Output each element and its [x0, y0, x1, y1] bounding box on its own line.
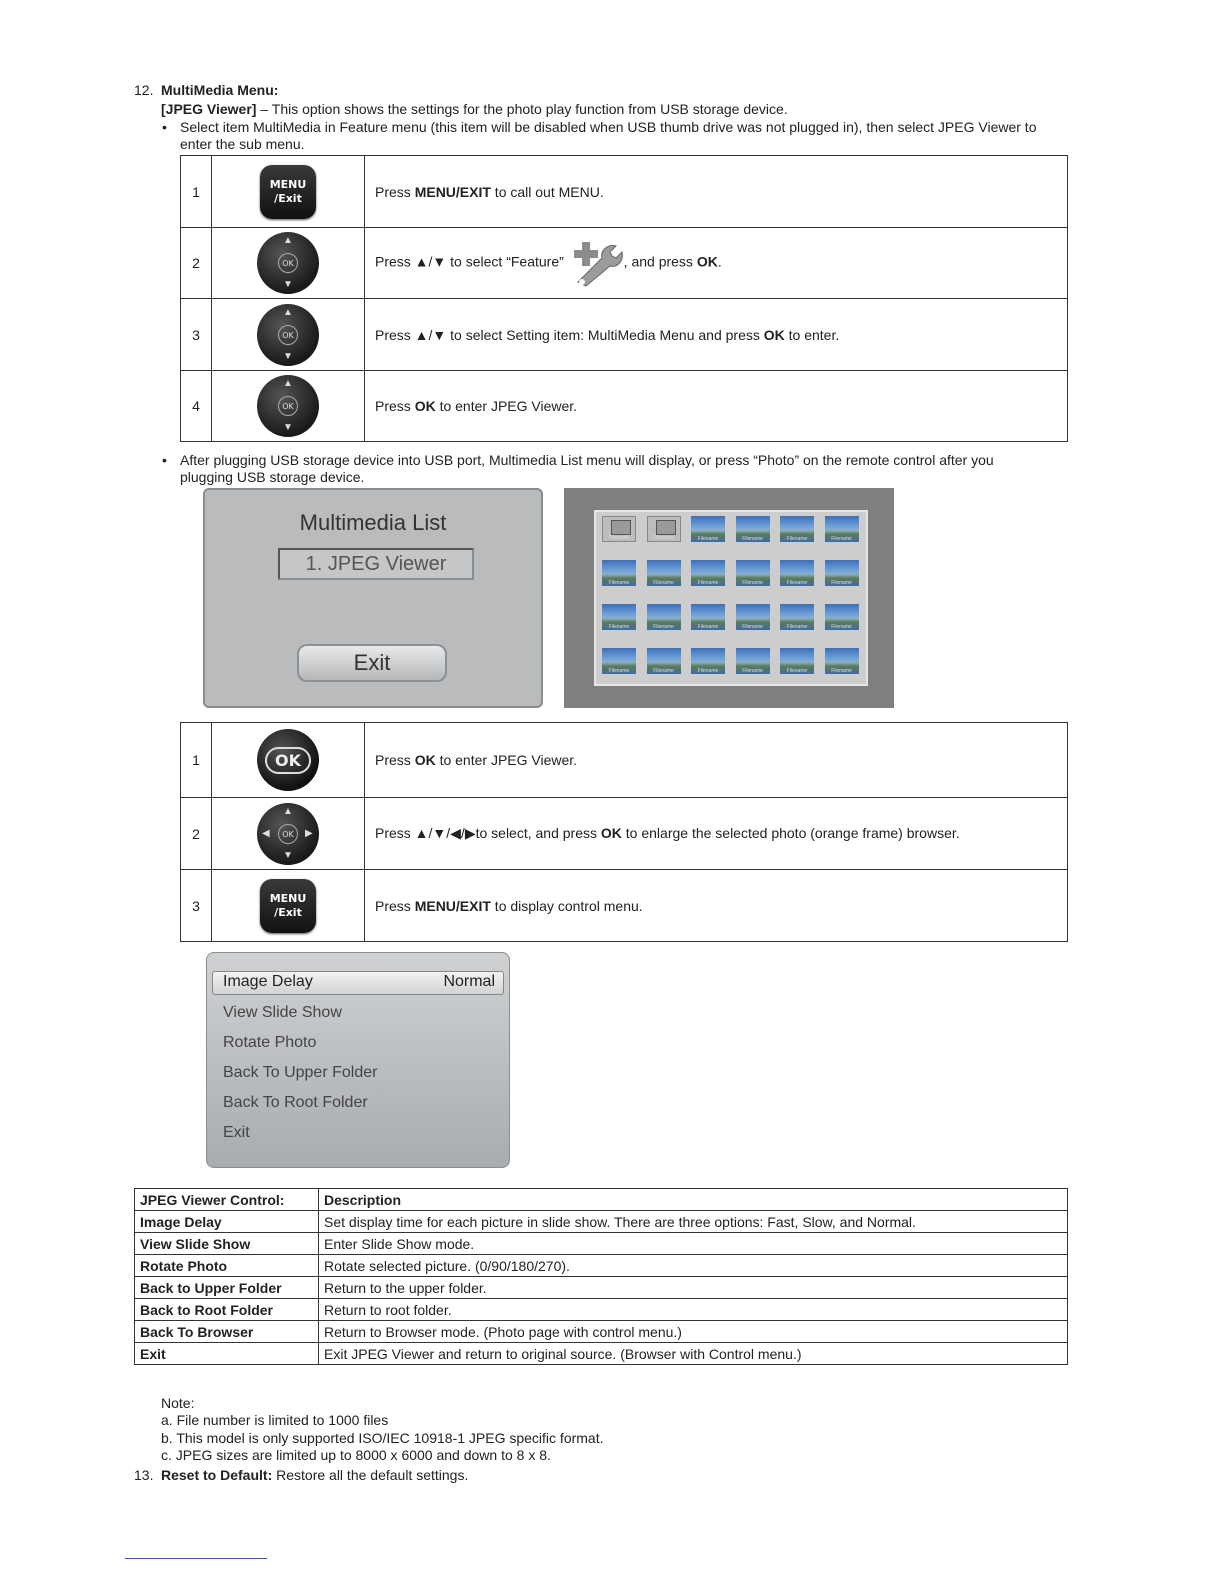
step-text-post: .: [717, 253, 722, 270]
photo-thumbnail[interactable]: [780, 648, 814, 674]
control-menu-item[interactable]: Back To Root Folder: [223, 1094, 368, 1111]
step-number: 1: [181, 156, 212, 228]
jpeg-viewer-item[interactable]: 1. JPEG Viewer: [278, 548, 474, 580]
step-number: 4: [181, 371, 212, 442]
photo-thumbnail[interactable]: [647, 604, 681, 630]
step-description: [365, 371, 1068, 442]
note-b: b. This model is only supported ISO/IEC 10918-1 JPEG specific format.: [161, 1430, 604, 1446]
down-arrow-icon: ▼: [283, 350, 293, 362]
table-header-row: [135, 1189, 1068, 1211]
photo-thumbnail[interactable]: [602, 604, 636, 630]
step-icon-cell: [212, 299, 365, 371]
photo-thumbnail[interactable]: [691, 516, 725, 542]
step-text-post: to enter JPEG Viewer.: [435, 398, 578, 414]
row-key: Back to Root Folder: [135, 1299, 319, 1321]
step-text-post: to call out MENU.: [490, 183, 604, 200]
ok-label: OK: [278, 325, 298, 345]
table-row: [135, 1343, 1068, 1365]
table-row: [135, 1211, 1068, 1233]
step-text-pre: Press ▲/▼ to select “Feature”: [375, 253, 564, 270]
thumbnail-filename: Filename: [786, 536, 808, 542]
row-desc: Rotate selected picture. (0/90/180/270).: [319, 1255, 1068, 1277]
thumbnail-filename: Filename: [697, 624, 719, 630]
thumbnail-filename: Filename: [831, 536, 852, 542]
left-arrow-icon: ◀: [262, 827, 270, 839]
jpeg-viewer-intro: [161, 101, 788, 118]
step-text-pre: Press: [375, 398, 415, 414]
photo-thumbnail[interactable]: [780, 516, 814, 542]
section-12-number: 12.: [134, 82, 154, 98]
image-delay-value: Normal: [443, 973, 495, 990]
section-13-number: 13.: [134, 1467, 154, 1483]
step-row: [181, 870, 1068, 942]
control-description-table: [134, 1188, 1068, 1365]
step-row: [181, 798, 1068, 870]
header-key: JPEG Viewer Control:: [135, 1189, 319, 1211]
ok-label: OK: [278, 396, 298, 416]
step-row: [181, 371, 1068, 442]
row-key: Image Delay: [135, 1211, 319, 1233]
step-text-post: to enlarge the selected photo (orange frame) browser.: [621, 825, 960, 841]
row-desc: Enter Slide Show mode.: [319, 1233, 1068, 1255]
row-desc: Return to the upper folder.: [319, 1277, 1068, 1299]
photo-thumbnail[interactable]: [736, 516, 770, 542]
step-description: [365, 723, 1068, 798]
photo-thumbnail[interactable]: [691, 648, 725, 674]
control-menu-item[interactable]: Rotate Photo: [223, 1034, 317, 1051]
photo-thumbnail[interactable]: [736, 648, 770, 674]
thumbnail-filename: Filename: [697, 580, 719, 586]
jpeg-viewer-desc: – This option shows the settings for the photo play function from USB storage device.: [256, 101, 788, 117]
down-arrow-icon: ▼: [283, 849, 293, 861]
note-c: c. JPEG sizes are limited up to 8000 x 6000 and down to 8 x 8.: [161, 1447, 551, 1463]
thumbnail-filename: Filename: [786, 580, 808, 586]
row-desc: Exit JPEG Viewer and return to original source. (Browser with Control menu.): [319, 1343, 1068, 1365]
step-text-bold: OK: [696, 253, 718, 270]
menu-label: MENU: [269, 891, 307, 905]
menu-exit-button-icon: [260, 165, 316, 219]
photo-thumbnail[interactable]: [736, 604, 770, 630]
thumbnail-grid: [594, 510, 868, 686]
steps-table-2: [180, 722, 1068, 942]
table-row: [135, 1233, 1068, 1255]
step-icon-cell: [212, 723, 365, 798]
step-description: [365, 299, 1068, 371]
step-text-post: to enter JPEG Viewer.: [435, 752, 578, 768]
step-icon-cell: [212, 228, 365, 299]
up-arrow-icon: ▲: [283, 235, 293, 246]
bullet-dot: •: [162, 452, 167, 468]
folder-icon[interactable]: [602, 516, 636, 542]
exit-label: /Exit: [274, 905, 302, 919]
step-row: [181, 156, 1068, 228]
step-row: [181, 723, 1068, 798]
bullet-1-text: Select item MultiMedia in Feature menu (this item will be disabled when USB thumb drive was not plugged in), then select JPEG Viewer to enter the sub menu.: [180, 119, 1037, 152]
steps-table-1: [180, 155, 1068, 442]
menu-label: MENU: [269, 177, 307, 191]
step-text-bold: OK: [600, 825, 622, 841]
up-arrow-icon: ▲: [283, 805, 293, 817]
step-text-pre: Press: [375, 752, 415, 768]
step-text-pre: Press: [375, 897, 415, 914]
row-key: View Slide Show: [135, 1233, 319, 1255]
header-desc: Description: [319, 1189, 1068, 1211]
feature-wrench-icon: [568, 238, 624, 288]
row-key: Back To Browser: [135, 1321, 319, 1343]
image-delay-label: Image Delay: [223, 973, 313, 990]
section-12-title: MultiMedia Menu:: [161, 82, 279, 98]
thumbnail-filename: Filename: [697, 536, 719, 542]
note-a: a. File number is limited to 1000 files: [161, 1412, 389, 1428]
exit-label: /Exit: [274, 191, 302, 205]
photo-thumbnail[interactable]: [780, 604, 814, 630]
thumbnail-filename: Filename: [831, 668, 852, 674]
step-number: 2: [181, 798, 212, 870]
table-row: [135, 1255, 1068, 1277]
bullet-2-text: After plugging USB storage device into USB port, Multimedia List menu will display, or press “Photo” on the remote control after you plugging USB storage device.: [180, 452, 994, 485]
step-text-bold: OK: [414, 398, 436, 414]
thumbnail-filename: Filename: [608, 668, 630, 674]
thumbnail-filename: Filename: [653, 668, 674, 674]
table-row: [135, 1299, 1068, 1321]
row-key: Rotate Photo: [135, 1255, 319, 1277]
photo-thumbnail[interactable]: [691, 604, 725, 630]
thumbnail-filename: Filename: [742, 668, 763, 674]
thumbnail-filename: Filename: [653, 624, 674, 630]
step-text-pre: Press ▲/▼ to select Setting item: MultiMedia Menu and press: [375, 326, 764, 343]
thumbnail-filename: Filename: [786, 668, 808, 674]
folder-glyph-icon: [611, 520, 631, 535]
control-menu-item[interactable]: View Slide Show: [223, 1004, 342, 1021]
thumbnail-filename: Filename: [742, 580, 763, 586]
step-text-bold: OK: [414, 752, 436, 768]
dpad-ok-icon: [257, 232, 319, 294]
thumbnail-filename: Filename: [786, 624, 808, 630]
image-delay-row[interactable]: [212, 971, 504, 995]
ok-button-icon: [257, 729, 319, 791]
ok-label: OK: [278, 253, 298, 273]
photo-thumbnail[interactable]: [825, 604, 859, 630]
photo-thumbnail[interactable]: [825, 560, 859, 586]
photo-browser-screen: [564, 488, 894, 708]
dpad-ok-icon: [257, 375, 319, 437]
menu-exit-button-icon: [260, 879, 316, 933]
thumbnail-filename: Filename: [742, 624, 763, 630]
photo-thumbnail[interactable]: [691, 560, 725, 586]
exit-button[interactable]: Exit: [297, 644, 447, 682]
thumbnail-filename: Filename: [608, 580, 630, 586]
step-row: [181, 299, 1068, 371]
photo-thumbnail[interactable]: [602, 648, 636, 674]
step-description: [365, 228, 1068, 299]
step-number: 1: [181, 723, 212, 798]
row-key: Back to Upper Folder: [135, 1277, 319, 1299]
right-arrow-icon: ▶: [305, 827, 313, 839]
section-13-text: [161, 1467, 468, 1484]
up-arrow-icon: ▲: [283, 378, 293, 389]
step-text-post: to display control menu.: [490, 897, 643, 914]
step-description: [365, 156, 1068, 228]
up-arrow-icon: ▲: [283, 306, 293, 318]
control-menu-item[interactable]: Exit: [223, 1124, 250, 1141]
step-number: 3: [181, 299, 212, 371]
row-desc: Return to Browser mode. (Photo page with control menu.): [319, 1321, 1068, 1343]
photo-thumbnail[interactable]: [825, 516, 859, 542]
step-text-pre: Press: [375, 183, 415, 200]
dpad-four-way-icon: [257, 803, 319, 865]
section-13-desc: Restore all the default settings.: [272, 1467, 469, 1483]
photo-thumbnail[interactable]: [602, 560, 636, 586]
row-desc: Set display time for each picture in slide show. There are three options: Fast, Slow, and Normal.: [319, 1211, 1068, 1233]
row-desc: Return to root folder.: [319, 1299, 1068, 1321]
step-text-bold: OK: [763, 326, 785, 343]
photo-thumbnail[interactable]: [647, 648, 681, 674]
table-row: [135, 1321, 1068, 1343]
down-arrow-icon: ▼: [283, 279, 293, 290]
step-icon-cell: [212, 870, 365, 942]
table-row: [135, 1277, 1068, 1299]
step-text-pre: Press ▲/▼/◀/▶to select, and press: [375, 825, 601, 841]
thumbnail-filename: Filename: [831, 624, 852, 630]
step-description: [365, 798, 1068, 870]
down-arrow-icon: ▼: [283, 422, 293, 433]
step-description: [365, 870, 1068, 942]
section-13-title: Reset to Default:: [161, 1467, 273, 1483]
ok-label: OK: [278, 824, 298, 844]
photo-thumbnail[interactable]: [780, 560, 814, 586]
thumbnail-filename: Filename: [831, 580, 852, 586]
step-icon-cell: [212, 371, 365, 442]
step-number: 3: [181, 870, 212, 942]
footer-divider: [125, 1558, 267, 1559]
folder-icon[interactable]: [647, 516, 681, 542]
step-number: 2: [181, 228, 212, 299]
thumbnail-filename: Filename: [697, 668, 719, 674]
thumbnail-filename: Filename: [608, 535, 630, 541]
thumbnail-filename: Filename: [742, 536, 763, 542]
multimedia-list-title: Multimedia List: [299, 510, 447, 535]
step-icon-cell: [212, 156, 365, 228]
bullet-dot: •: [162, 119, 167, 135]
step-row: [181, 228, 1068, 299]
folder-glyph-icon: [656, 520, 676, 535]
note-title: Note:: [161, 1395, 195, 1411]
control-menu-item[interactable]: Back To Upper Folder: [223, 1064, 378, 1081]
jpeg-viewer-label: [JPEG Viewer]: [161, 101, 257, 117]
step-icon-cell: [212, 798, 365, 870]
photo-thumbnail[interactable]: [736, 560, 770, 586]
control-menu-screen: [206, 952, 510, 1168]
dpad-ok-icon: [257, 304, 319, 366]
photo-thumbnail[interactable]: [825, 648, 859, 674]
ok-label: OK: [265, 747, 311, 774]
photo-thumbnail[interactable]: [647, 560, 681, 586]
step-text-post: to enter.: [784, 326, 840, 343]
row-key: Exit: [135, 1343, 319, 1365]
thumbnail-filename: Filename: [653, 580, 674, 586]
step-text-mid: , and press: [623, 253, 697, 270]
step-text-bold: MENU/EXIT: [414, 183, 491, 200]
step-text-bold: MENU/EXIT: [414, 897, 491, 914]
thumbnail-filename: Filename: [608, 624, 630, 630]
thumbnail-filename: Filename: [653, 535, 674, 541]
multimedia-list-screen: [203, 488, 543, 708]
